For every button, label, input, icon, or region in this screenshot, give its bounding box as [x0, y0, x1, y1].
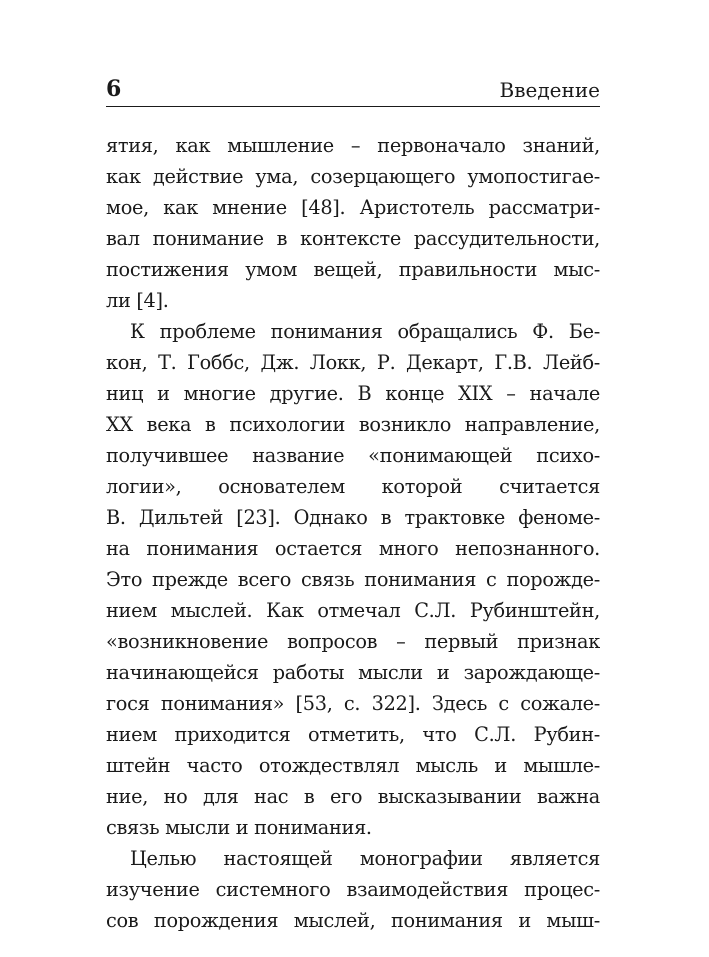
text-line: сов порождения мыслей, понимания и мыш- — [106, 909, 600, 932]
text-line: В. Дильтей [23]. Однако в трактовке феноме- — [106, 506, 600, 529]
text-line: XX века в психологии возникло направление, — [106, 413, 600, 436]
text-line: ниц и многие другие. В конце XIX – начале — [106, 382, 600, 405]
text-line: кон, Т. Гоббс, Дж. Локк, Р. Декарт, Г.В. Лейб- — [106, 351, 600, 374]
text-line: как действие ума, созерцающего умопостигае- — [106, 165, 600, 188]
text-line: ятия, как мышление – первоначало знаний, — [106, 134, 600, 157]
text-line: нием приходится отметить, что С.Л. Рубин- — [106, 723, 600, 746]
text-line: постижения умом вещей, правильности мыс- — [106, 258, 600, 281]
text-line: нием мыслей. Как отмечал С.Л. Рубинштейн, — [106, 599, 600, 622]
page-header — [106, 74, 600, 107]
text-line: Это прежде всего связь понимания с порожде- — [106, 568, 600, 591]
page-number: 6 — [106, 76, 122, 102]
text-line: гося понимания» [53, с. 322]. Здесь с сожале- — [106, 692, 600, 715]
text-line: ние, но для нас в его высказывании важна — [106, 785, 600, 808]
text-line: «возникновение вопросов – первый признак — [106, 630, 600, 653]
text-line: связь мысли и понимания. — [106, 816, 372, 839]
text-line: ли [4]. — [106, 289, 169, 312]
text-line: изучение системного взаимодействия процес- — [106, 878, 600, 901]
text-line: на понимания остается много непознанного. — [106, 537, 600, 560]
text-line: логии», основателем которой считается — [106, 475, 600, 498]
text-line: начинающейся работы мысли и зарождающе- — [106, 661, 600, 684]
text-line: штейн часто отождествлял мысль и мышле- — [106, 754, 600, 777]
body-text — [106, 130, 600, 936]
text-line: получившее название «понимающей психо- — [106, 444, 600, 467]
running-title: Введение — [499, 78, 600, 102]
text-line: вал понимание в контексте рассудительности, — [106, 227, 600, 250]
text-line: К проблеме понимания обращались Ф. Бе- — [130, 320, 600, 343]
text-line: мое, как мнение [48]. Аристотель рассматри- — [106, 196, 600, 219]
text-line: Целью настоящей монографии является — [130, 847, 600, 870]
